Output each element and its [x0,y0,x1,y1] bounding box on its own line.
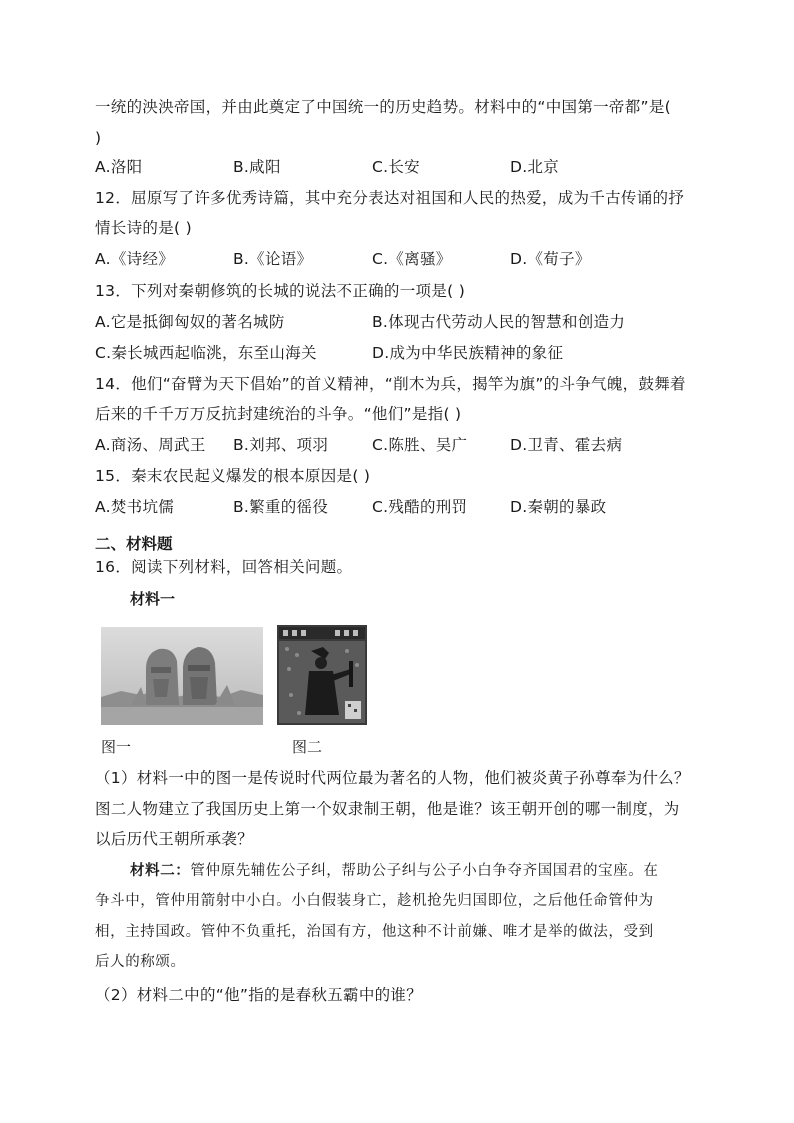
q14-stem-line-1: 14．他们“奋臂为天下倡始”的首义精神，“削木为兵，揭竿为旗”的斗争气魄，鼓舞着 [95,375,686,393]
q16-part1-line-1: （1）材料一中的图一是传说时代两位最为著名的人物，他们被炎黄子孙尊奉为什么？ [95,769,690,787]
q14-stem-line-2: 后来的千千万万反抗封建统治的斗争。“他们”是指( ) [95,405,462,423]
material-1-label: 材料一 [130,590,176,608]
q12-stem-line-1: 12．屈原写了许多优秀诗篇，其中充分表达对祖国和人民的热爱，成为千古传诵的抒 [95,189,685,207]
figure-2-caption: 图二 [292,738,323,756]
q14-option-c: C.陈胜、吴广 [372,436,468,454]
material-2-label: 材料二： [130,862,191,879]
q13-stem: 13．下列对秦朝修筑的长城的说法不正确的一项是( ) [95,282,466,300]
material-2-line-4: 后人的称颂。 [95,954,186,970]
section-title: 二、材料题 [95,535,173,553]
q12-option-a: A.《诗经》 [95,250,175,268]
material-2-line-2: 争斗中，管仲用箭射中小白。小白假装身亡，趁机抢先归国即位，之后他任命管仲为 [95,893,654,909]
q12-option-c: C.《离骚》 [372,250,452,268]
q13-option-b: B.体现古代劳动人民的智慧和创造力 [372,313,626,331]
q11-stem-line-1: 一统的泱泱帝国，并由此奠定了中国统一的历史趋势。材料中的“中国第一帝都”是( [95,98,672,116]
material-2-line-3: 相，主持国政。管仲不负重托，治国有方，他这种不计前嫌、唯才是举的做法，受到 [95,924,654,940]
q13-option-c: C.秦长城西起临洮，东至山海关 [95,344,317,362]
q11-stem-line-2: ) [95,129,102,147]
q15-option-a: A.焚书坑儒 [95,498,175,516]
q15-stem: 15．秦末农民起义爆发的根本原因是( ) [95,467,371,485]
q11-option-b: B.咸阳 [233,158,281,176]
q11-option-d: D.北京 [510,158,560,176]
q11-option-a: A.洛阳 [95,158,143,176]
q11-option-c: C.长安 [372,158,420,176]
q13-option-a: A.它是抵御匈奴的著名城防 [95,313,285,331]
material-2-line-1 [130,861,659,881]
q15-option-b: B.繁重的徭役 [233,498,329,516]
q14-option-a: A.商汤、周武王 [95,436,206,454]
q14-option-b: B.刘邦、项羽 [233,436,329,454]
q14-option-d: D.卫青、霍去病 [510,436,623,454]
q16-part1-line-2: 图二人物建立了我国历史上第一个奴隶制王朝，他是谁？该王朝开创的哪一制度，为 [95,800,680,818]
q16-part1-line-3: 以后历代王朝所承袭？ [95,830,254,848]
q15-option-c: C.残酷的刑罚 [372,498,468,516]
q12-stem-line-2: 情长诗的是( ) [95,219,192,237]
figure-1-caption: 图一 [101,738,132,756]
q16-part2: （2）材料二中的“他”指的是春秋五霸中的谁？ [95,986,423,1004]
q12-option-b: B.《论语》 [233,250,313,268]
material-2-text-1: 管仲原先辅佐公子纠，帮助公子纠与公子小白争夺齐国国君的宝座。在 [190,863,659,879]
q16-stem: 16．阅读下列材料，回答相关问题。 [95,558,353,576]
figure-2-image [277,625,367,725]
q15-option-d: D.秦朝的暴政 [510,498,607,516]
q13-option-d: D.成为中华民族精神的象征 [372,344,564,362]
figure-1-image [101,627,263,725]
q12-option-d: D.《荀子》 [510,250,591,268]
